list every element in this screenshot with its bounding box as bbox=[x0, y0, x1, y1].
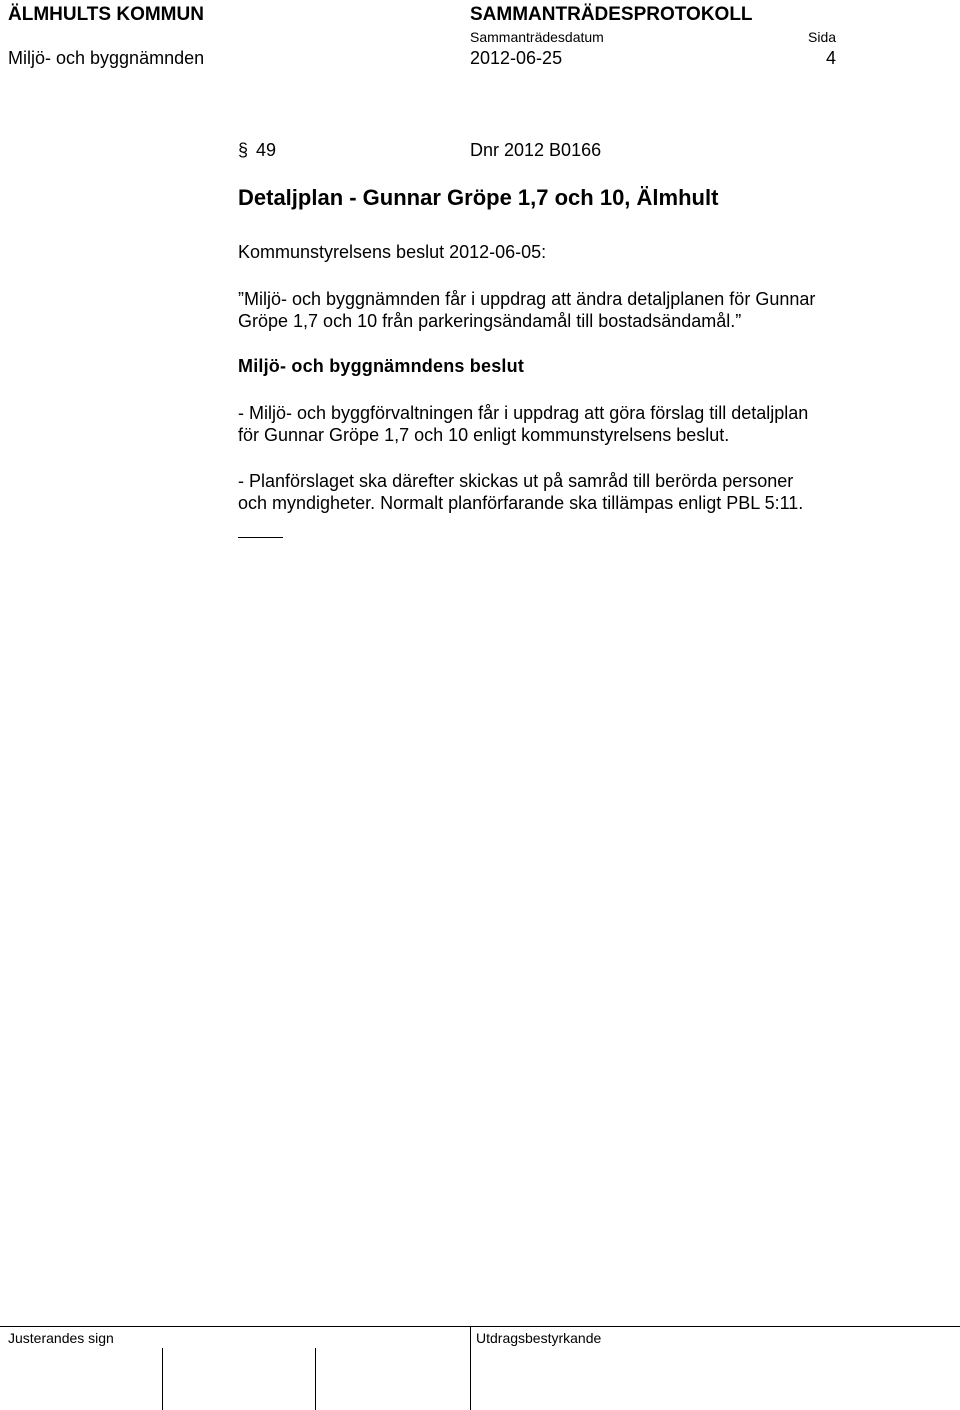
signature-box-divider-2 bbox=[315, 1348, 316, 1410]
decision-1-line-2: för Gunnar Gröpe 1,7 och 10 enligt kommunstyrelsens beslut. bbox=[238, 425, 730, 445]
meeting-date-label: Sammanträdesdatum bbox=[470, 29, 604, 45]
page-label: Sida bbox=[808, 29, 837, 45]
municipality-name: ÄLMHULTS KOMMUN bbox=[8, 4, 204, 25]
diary-number: Dnr 2012 B0166 bbox=[470, 140, 602, 160]
footer-rule bbox=[0, 1326, 960, 1327]
paragraph-number: 49 bbox=[256, 140, 277, 160]
meeting-date: 2012-06-25 bbox=[470, 48, 563, 68]
utdrag-label: Utdragsbestyrkande bbox=[476, 1330, 602, 1346]
committee-name: Miljö- och byggnämnden bbox=[8, 48, 205, 68]
justering-label: Justerandes sign bbox=[8, 1330, 114, 1346]
section-sign: § bbox=[238, 140, 249, 160]
signature-box-divider-1 bbox=[162, 1348, 163, 1410]
ks-decision-label: Kommunstyrelsens beslut 2012-06-05: bbox=[238, 242, 547, 262]
decision-heading: Miljö- och byggnämndens beslut bbox=[238, 356, 525, 376]
ks-decision-line-2: Gröpe 1,7 och 10 från parkeringsändamål till bostadsändamål.” bbox=[238, 311, 742, 331]
decision-1-line-1: - Miljö- och byggförvaltningen får i uppdrag att göra förslag till detaljplan bbox=[238, 403, 809, 423]
page-number: 4 bbox=[826, 48, 837, 68]
decision-2-line-1: - Planförslaget ska därefter skickas ut på samråd till berörda personer bbox=[238, 471, 794, 491]
paragraph-title: Detaljplan - Gunnar Gröpe 1,7 och 10, Älmhult bbox=[238, 185, 719, 210]
document-type: SAMMANTRÄDESPROTOKOLL bbox=[470, 4, 753, 25]
decision-2-line-2: och myndigheter. Normalt planförfarande ska tillämpas enligt PBL 5:11. bbox=[238, 493, 804, 513]
ks-decision-line-1: ”Miljö- och byggnämnden får i uppdrag att ändra detaljplanen för Gunnar bbox=[238, 289, 816, 309]
footer-divider bbox=[470, 1326, 471, 1410]
paragraph-end-rule bbox=[238, 537, 283, 538]
